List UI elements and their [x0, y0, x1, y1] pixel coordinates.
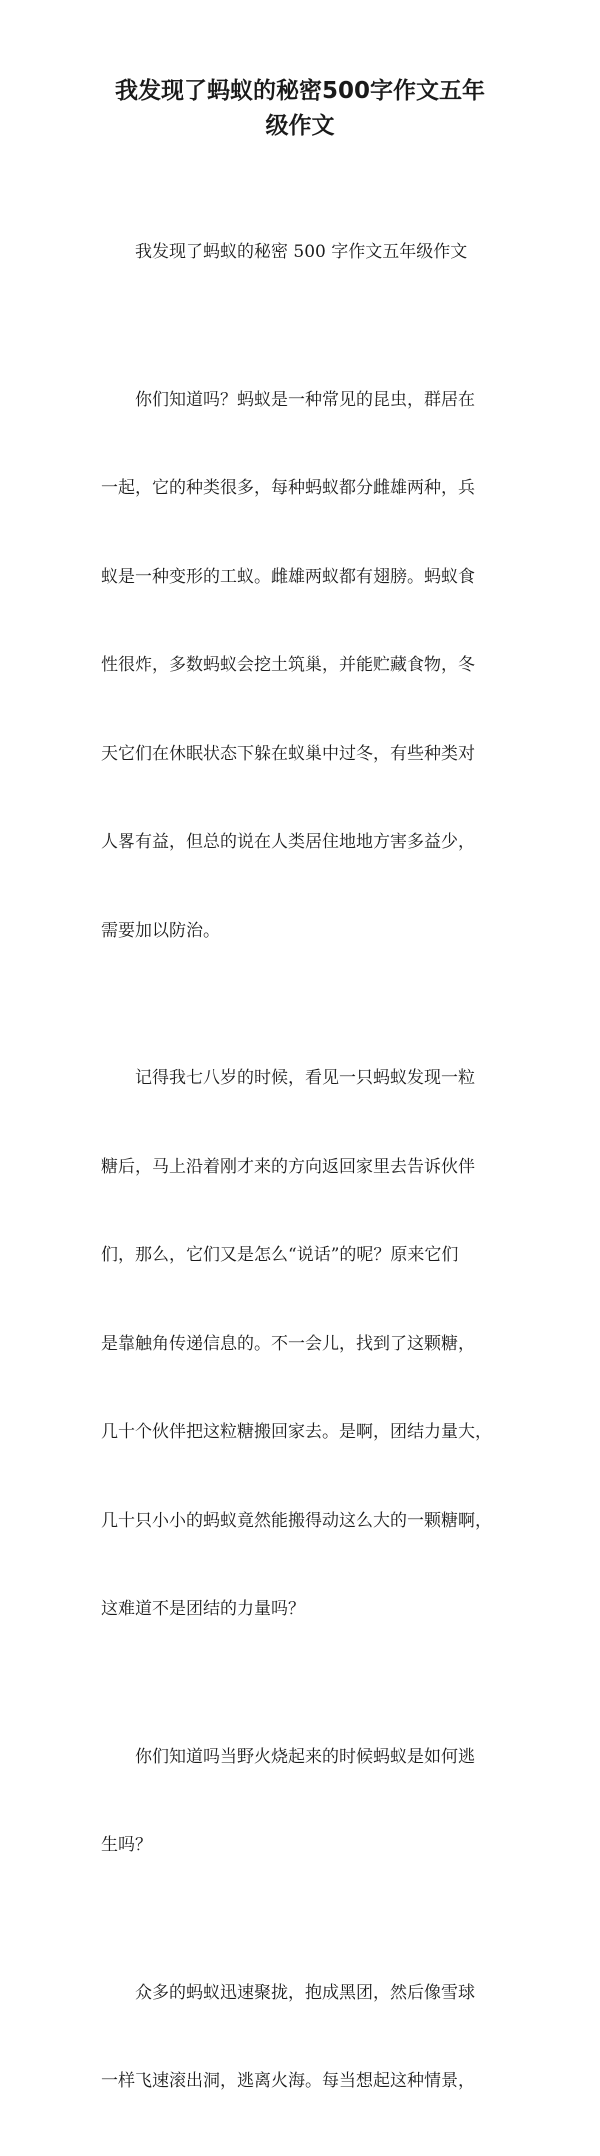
document-title-line-2: 级作文 [265, 113, 335, 139]
paragraph-4 [101, 1920, 501, 2156]
text-line: 一样飞速滚出洞，逃离火海。每当想起这种情景， [101, 2071, 475, 2091]
text-line: 一起，它的种类很多，每种蚂蚁都分雌雄两种，兵 [101, 478, 475, 498]
document-title-line-1: 我发现了蚂蚁的秘密500字作文五年 [114, 78, 485, 104]
paragraph-1 [101, 327, 501, 1006]
text-line: 这难道不是团结的力量吗？ [101, 1599, 305, 1619]
text-line: 需要加以防治。 [101, 920, 220, 941]
text-line: 们，那么，它们又是怎么“说话”的呢？原来它们 [101, 1245, 459, 1265]
paragraph-subtitle [101, 179, 501, 327]
text-line: 糖后，马上沿着刚才来的方向返回家里去告诉伙伴 [101, 1156, 475, 1177]
text-line: 蚁是一种变形的工蚁。雌雄两蚁都有翅膀。蚂蚁食 [101, 566, 475, 587]
paragraph-3 [101, 1684, 501, 1920]
document-body [101, 179, 501, 2156]
text-line: 几十只小小的蚂蚁竟然能搬得动这么大的一颗糖啊， [101, 1510, 492, 1531]
text-line: 众多的蚂蚁迅速聚拢，抱成黑团，然后像雪球 [135, 1982, 475, 2003]
text-line: 几十个伙伴把这粒糖搬回家去。是啊，团结力量大， [101, 1422, 492, 1442]
text-line: 天它们在休眠状态下躲在蚁巢中过冬，有些种类对 [101, 743, 475, 764]
text-line: 人畧有益，但总的说在人类居住地地方害多益少， [101, 832, 475, 852]
text-line: 你们知道吗当野火烧起来的时候蚂蚁是如何逃 [135, 1746, 475, 1767]
text-line: 性很炸，多数蚂蚁会挖土筑巢，并能贮藏食物，冬 [101, 655, 475, 675]
text-line: 记得我七八岁的时候，看见一只蚂蚁发现一粒 [135, 1068, 475, 1088]
paragraph-2 [101, 1005, 501, 1684]
text-line: 你们知道吗？蚂蚁是一种常见的昆虫，群居在 [135, 389, 475, 410]
text-line: 我发现了蚂蚁的秘密 500 字作文五年级作文 [135, 242, 468, 262]
text-line: 生吗？ [101, 1835, 152, 1855]
text-line: 是靠触角传递信息的。不一会儿，找到了这颗糖， [101, 1333, 475, 1354]
